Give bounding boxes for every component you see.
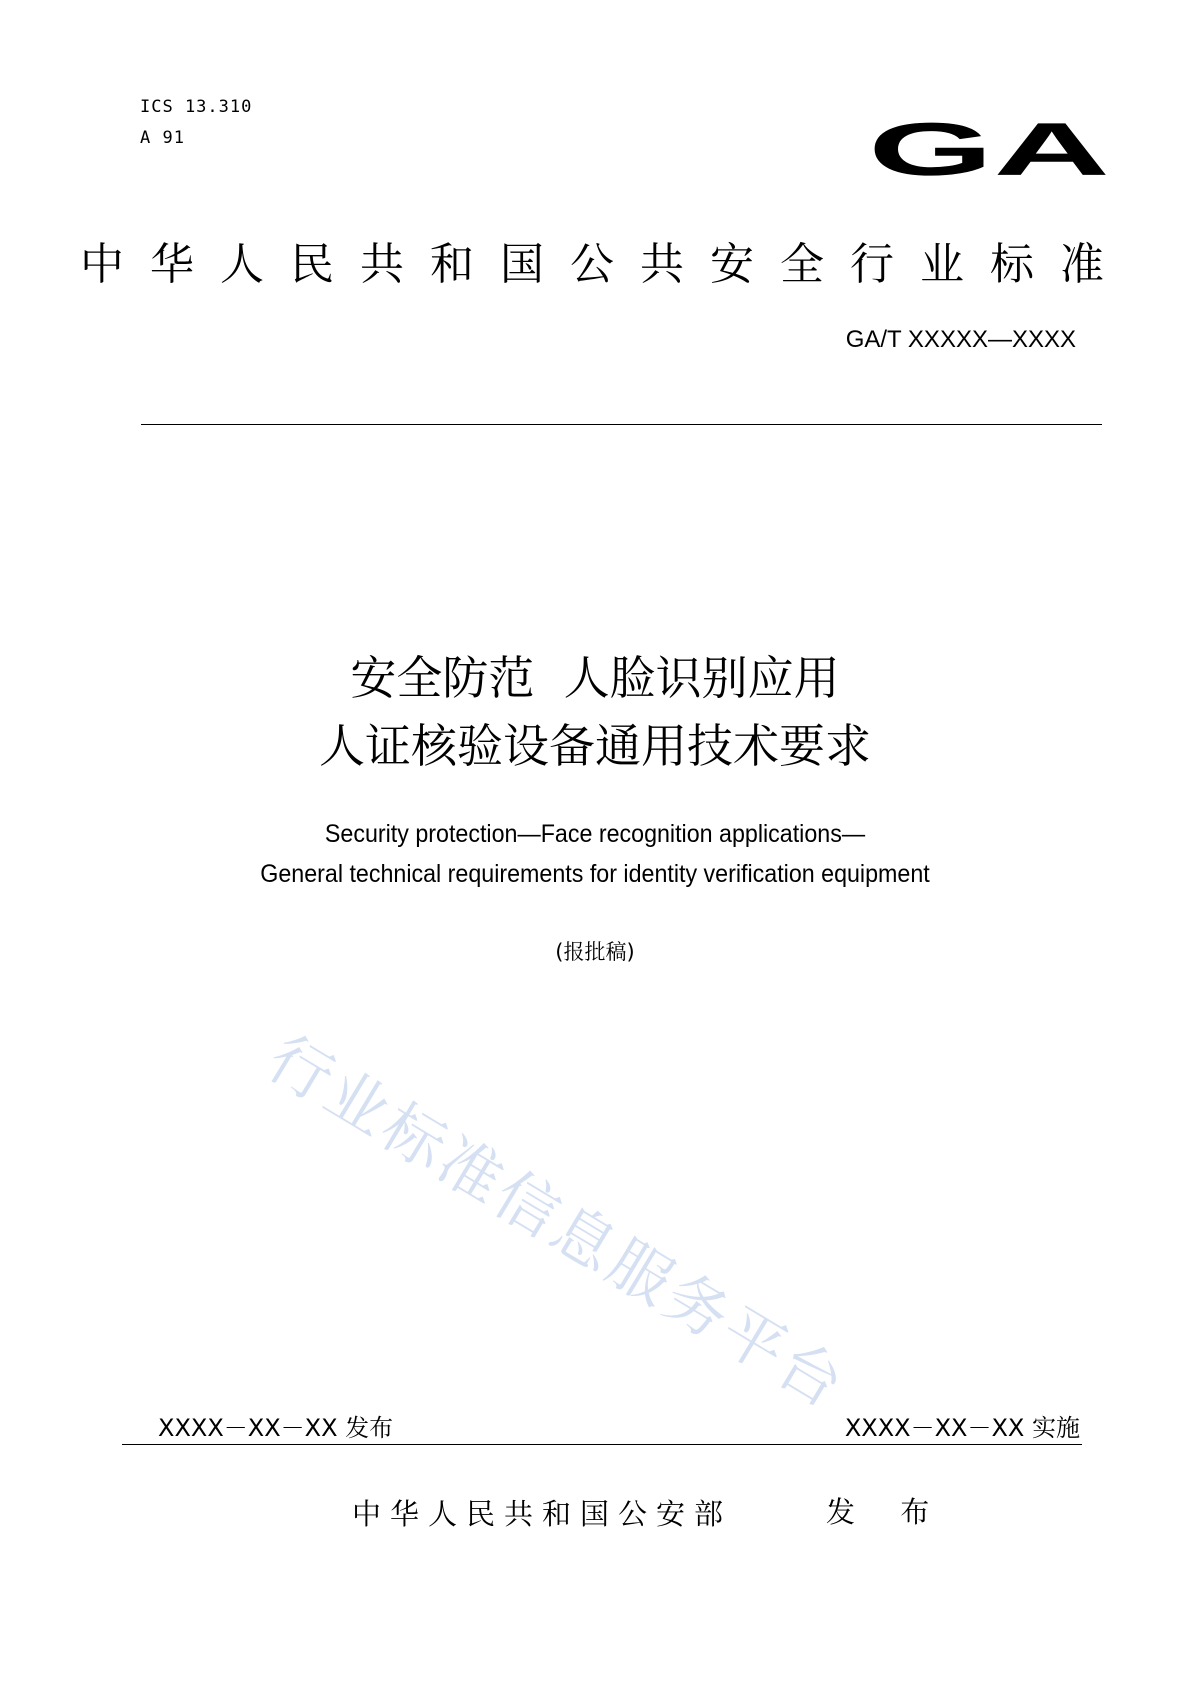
implementation-date: XXXX－XX－XX 实施 bbox=[844, 1414, 1080, 1442]
ga-logo bbox=[868, 95, 1110, 185]
footer-divider bbox=[122, 1444, 1082, 1445]
header-divider bbox=[141, 424, 1102, 425]
title-en-line-2: General technical requirements for identity verification equipment bbox=[260, 860, 930, 888]
document-title-en bbox=[42, 814, 1149, 894]
title-zh-line-1: 安全防范 人脸识别应用 bbox=[350, 651, 840, 705]
watermark: 行业标准信息服务平台 bbox=[255, 1021, 860, 1424]
title-zh-line-2: 人证核验设备通用技术要求 bbox=[319, 719, 871, 773]
title-en-line-1: Security protection—Face recognition applications— bbox=[324, 820, 866, 848]
ics-code: ICS 13.310 bbox=[140, 97, 253, 117]
draft-status: (报批稿) bbox=[555, 940, 635, 964]
standard-category-title: 中华人民共和国公共安全行业标准 bbox=[80, 239, 1130, 290]
ga-logo-text: GA bbox=[868, 107, 1110, 185]
standard-number: GA/T XXXXX—XXXX bbox=[845, 326, 1076, 353]
issuing-ministry: 中华人民共和国公安部 bbox=[352, 1497, 733, 1531]
document-title-zh bbox=[0, 644, 1190, 780]
publish-label: 发 布 bbox=[826, 1495, 948, 1529]
classification-codes bbox=[140, 92, 252, 154]
issue-date: XXXX－XX－XX 发布 bbox=[158, 1414, 394, 1442]
ccs-code: A 91 bbox=[140, 128, 185, 148]
